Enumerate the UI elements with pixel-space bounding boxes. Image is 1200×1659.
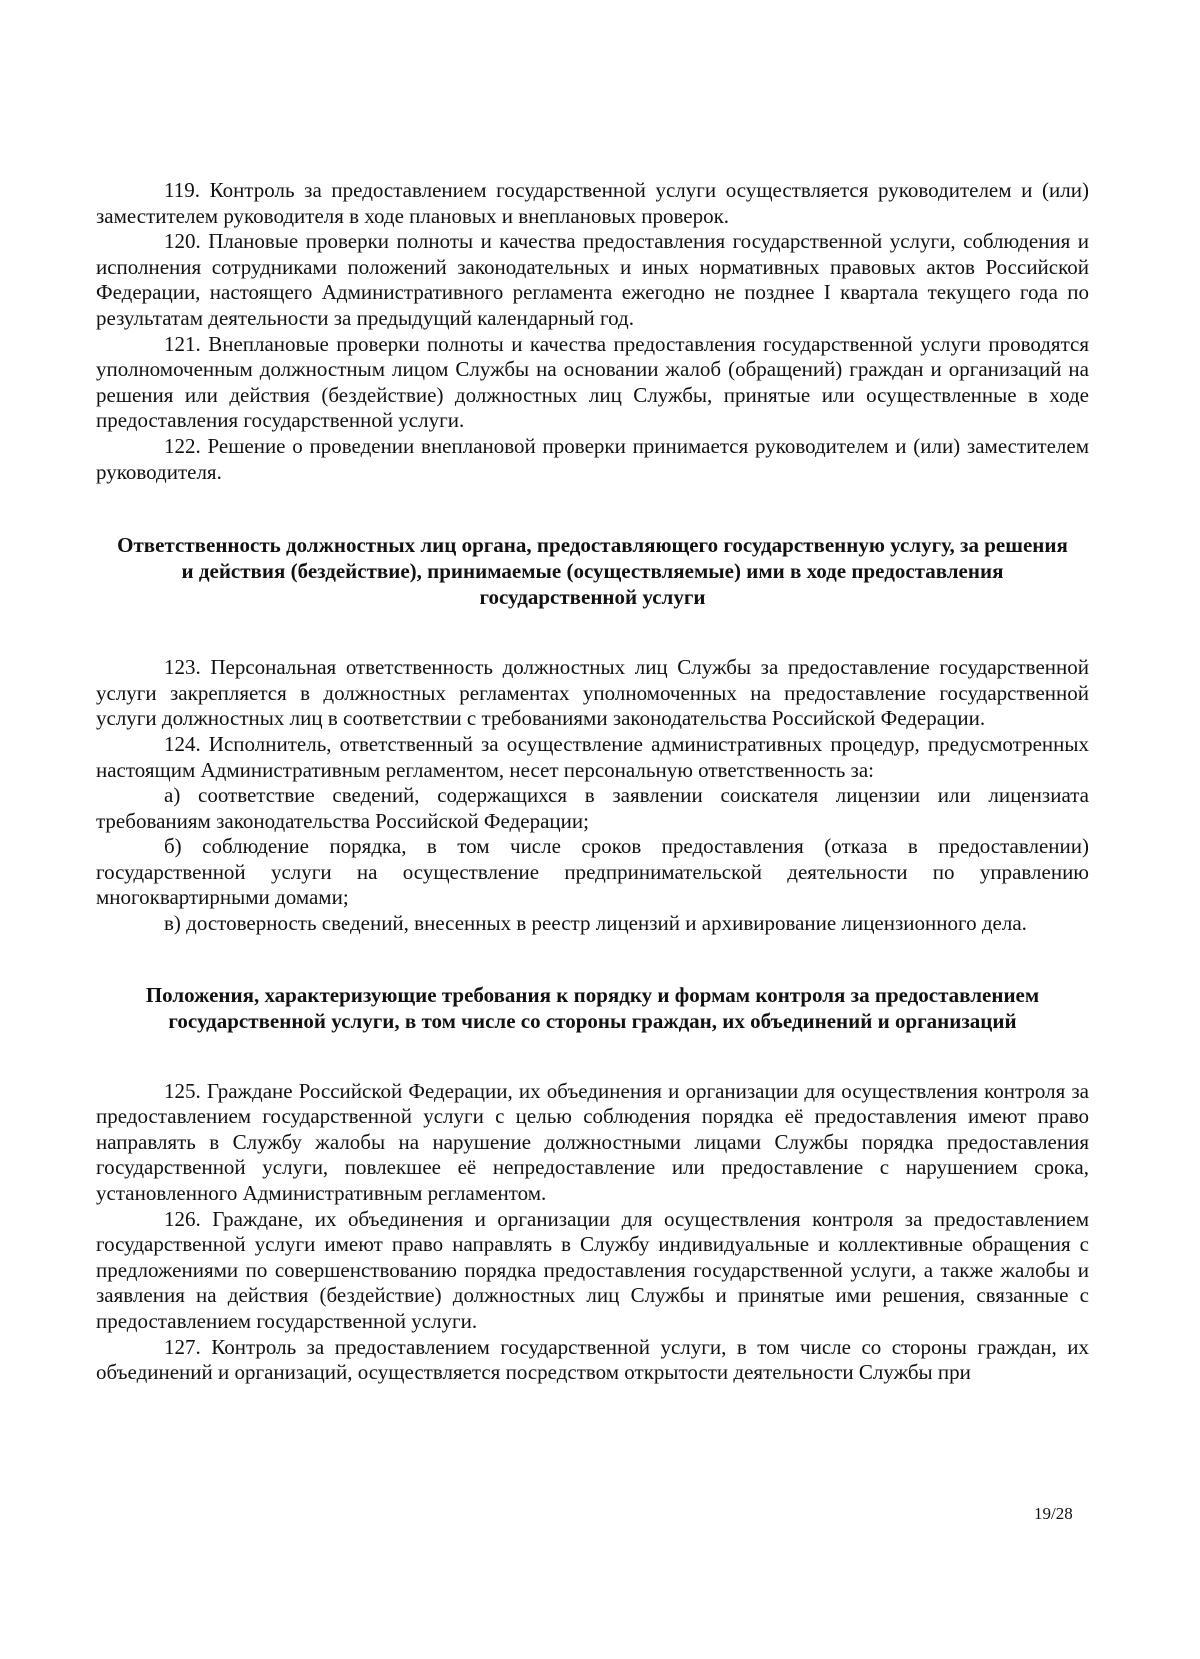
- section-heading-responsibility: Ответственность должностных лиц органа, предоставляющего государственную услугу, за решения и действия (бездействие), принимаемые (осуществляемые) ими в ходе предоставления государственной услуги: [117, 533, 1068, 610]
- paragraph-123: 123. Персональная ответственность должностных лиц Службы за предоставление государственной услуги закрепляется в должностных регламентах уполномоченных на предоставление государственной услуги должностных лиц в соответствии с требованиями законодательства Российской Федерации.: [96, 655, 1089, 731]
- paragraph-120: 120. Плановые проверки полноты и качества предоставления государственной услуги, соблюдения и исполнения сотрудниками положений законодательных и иных нормативных правовых актов Российской Федерации, настоящего Административного регламента ежегодно не позднее I квартала текущего года по результатам деятельности за предыдущий календарный год.: [96, 229, 1089, 330]
- paragraph-127: 127. Контроль за предоставлением государственной услуги, в том числе со стороны граждан, их объединений и организаций, осуществляется посредством открытости деятельности Службы при: [96, 1334, 1089, 1385]
- paragraph-121: 121. Внеплановые проверки полноты и качества предоставления государственной услуги проводятся уполномоченным должностным лицом Службы на основании жалоб (обращений) граждан и организаций на решения или действия (бездействие) должностных лиц Службы, принятые или осуществленные в ходе предоставления государственной услуги.: [96, 331, 1089, 433]
- page-number: 19/28: [1034, 1504, 1073, 1523]
- paragraph-126: 126. Граждане, их объединения и организации для осуществления контроля за предоставлением государственной услуги имеют право направлять в Службу индивидуальные и коллективные обращения с предложениями по совершенствованию порядка предоставления государственной услуги, а также жалобы и заявления на действия (бездействие) должностных лиц Службы и принятые ими решения, связанные с предоставлением государственной услуги.: [96, 1206, 1089, 1333]
- document-page: [96, 178, 1089, 1386]
- paragraph-119: 119. Контроль за предоставлением государственной услуги осуществляется руководителем и (или) заместителем руководителя в ходе плановых и внеплановых проверок.: [96, 178, 1089, 228]
- paragraph-125: 125. Граждане Российской Федерации, их объединения и организации для осуществления контроля за предоставлением государственной услуги с целью соблюдения порядка её предоставления имеют право направлять в Службу жалобы на нарушение должностными лицами Службы порядка предоставления государственной услуги, повлекшее её непредоставление или предоставление с нарушением срока, установленного Административным регламентом.: [96, 1078, 1089, 1206]
- paragraph-124: 124. Исполнитель, ответственный за осуществление административных процедур, предусмотренных настоящим Административным регламентом, несет персональную ответственность за:: [96, 731, 1089, 782]
- paragraph-124-a: а) соответствие сведений, содержащихся в заявлении соискателя лицензии или лицензиата требованиям законодательства Российской Федерации;: [96, 783, 1089, 833]
- section-heading-control-requirements: Положения, характеризующие требования к порядку и формам контроля за предоставлением государственной услуги, в том числе со стороны граждан, их объединений и организаций: [145, 982, 1040, 1033]
- paragraph-122: 122. Решение о проведении внеплановой проверки принимается руководителем и (или) заместителем руководителя.: [96, 433, 1089, 484]
- paragraph-124-b: б) соблюдение порядка, в том числе сроков предоставления (отказа в предоставлении) государственной услуги на осуществление предпринимательской деятельности по управлению многоквартирными домами;: [96, 834, 1089, 910]
- paragraph-124-c: в) достоверность сведений, внесенных в реестр лицензий и архивирование лицензионного дела.: [164, 911, 1027, 936]
